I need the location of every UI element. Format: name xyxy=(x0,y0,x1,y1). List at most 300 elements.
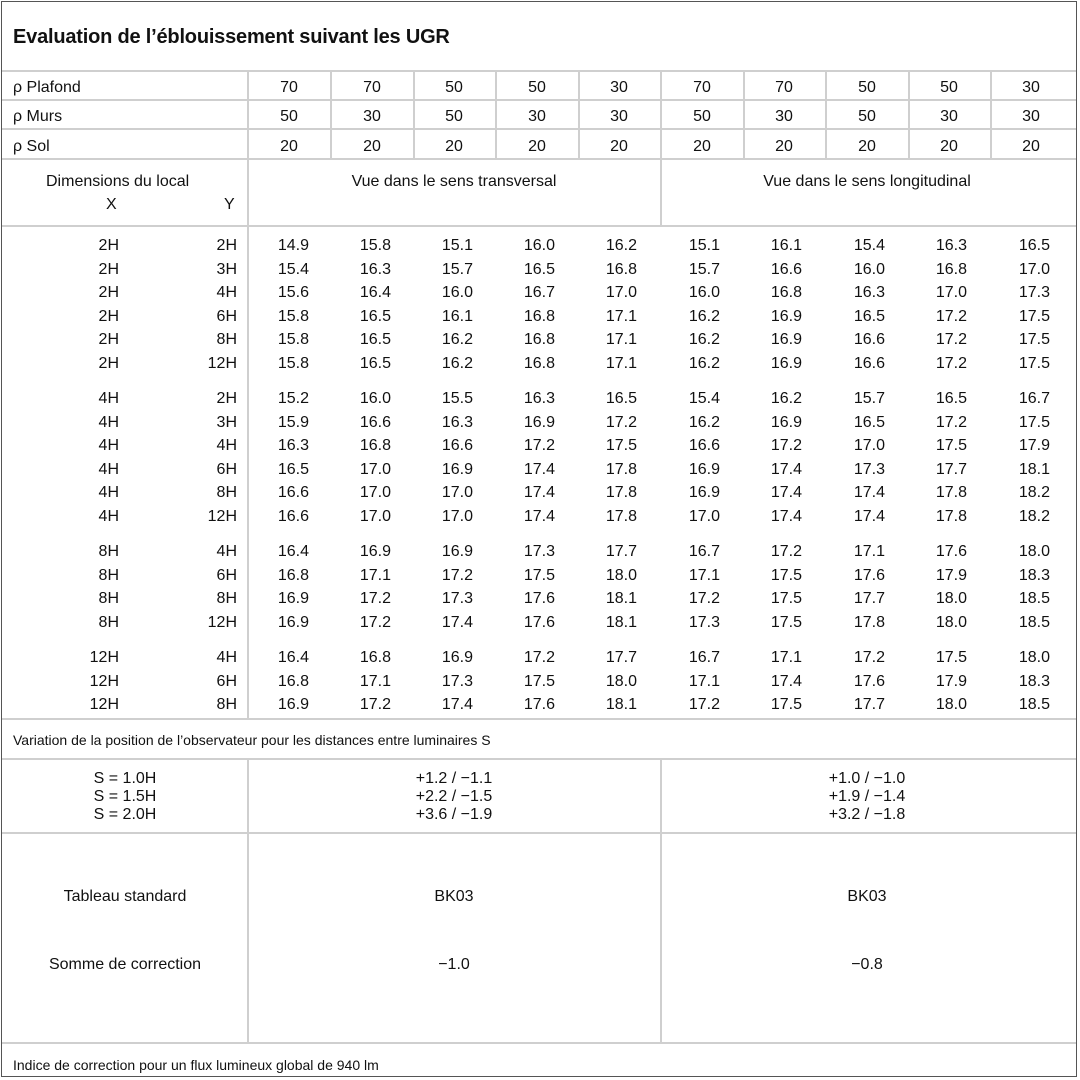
ugr-transverse-value: 16.9 xyxy=(277,696,309,713)
ugr-transverse-value: 16.9 xyxy=(441,649,473,666)
room-dim-y: 2H xyxy=(216,390,237,407)
ugr-longitudinal-value: 16.3 xyxy=(853,284,885,301)
room-dim-x: 2H xyxy=(98,284,119,301)
ugr-transverse-value: 16.5 xyxy=(359,355,391,372)
ugr-transverse-value: 16.6 xyxy=(441,437,473,454)
ugr-longitudinal-value: 18.0 xyxy=(935,590,967,607)
ugr-transverse-value: 17.0 xyxy=(441,508,473,525)
horizontal-rule xyxy=(2,70,1076,72)
ugr-longitudinal-value: 18.2 xyxy=(1018,484,1050,501)
standard-table-label: Tableau standard xyxy=(63,888,187,905)
ugr-transverse-value: 15.9 xyxy=(277,414,309,431)
ugr-longitudinal-value: 16.6 xyxy=(853,355,885,372)
ugr-longitudinal-value: 16.9 xyxy=(770,308,802,325)
reflectance-value: 50 xyxy=(858,79,876,96)
ugr-transverse-value: 16.1 xyxy=(441,308,473,325)
ugr-longitudinal-value: 16.9 xyxy=(688,484,720,501)
ugr-longitudinal-value: 17.0 xyxy=(853,437,885,454)
ugr-longitudinal-value: 17.0 xyxy=(688,508,720,525)
room-dim-x: 8H xyxy=(98,543,119,560)
room-dim-x: 2H xyxy=(98,237,119,254)
variation-title: Variation de la position de l’observateur pour les distances entre luminaires S xyxy=(13,732,491,748)
ugr-longitudinal-value: 18.5 xyxy=(1018,614,1050,631)
ugr-transverse-value: 17.4 xyxy=(441,614,473,631)
ugr-longitudinal-value: 15.1 xyxy=(688,237,720,254)
horizontal-rule xyxy=(2,1042,1076,1044)
ugr-transverse-value: 16.8 xyxy=(277,567,309,584)
vertical-rule xyxy=(660,158,662,225)
room-dim-y: 6H xyxy=(216,567,237,584)
ugr-longitudinal-value: 17.8 xyxy=(853,614,885,631)
ugr-transverse-value: 15.1 xyxy=(441,237,473,254)
ugr-longitudinal-value: 16.9 xyxy=(770,355,802,372)
ugr-transverse-value: 16.6 xyxy=(277,484,309,501)
ugr-longitudinal-value: 18.1 xyxy=(1018,461,1050,478)
ugr-transverse-value: 16.4 xyxy=(359,284,391,301)
ugr-longitudinal-value: 15.7 xyxy=(853,390,885,407)
ugr-longitudinal-value: 16.5 xyxy=(935,390,967,407)
ugr-longitudinal-value: 18.3 xyxy=(1018,567,1050,584)
reflectance-value: 20 xyxy=(445,138,463,155)
ugr-longitudinal-value: 17.2 xyxy=(935,331,967,348)
ugr-longitudinal-value: 17.9 xyxy=(935,567,967,584)
ugr-transverse-value: 16.9 xyxy=(277,590,309,607)
ugr-transverse-value: 17.6 xyxy=(523,614,555,631)
vertical-rule xyxy=(825,70,827,158)
ugr-transverse-value: 17.1 xyxy=(605,355,637,372)
ugr-transverse-value: 17.8 xyxy=(605,461,637,478)
ugr-transverse-value: 16.8 xyxy=(359,437,391,454)
ugr-longitudinal-value: 16.0 xyxy=(688,284,720,301)
ugr-longitudinal-value: 16.2 xyxy=(688,414,720,431)
ugr-longitudinal-value: 17.6 xyxy=(853,567,885,584)
room-dim-y: 4H xyxy=(216,543,237,560)
variation-transverse-value: +1.2 / −1.1 xyxy=(415,770,493,787)
room-dim-y: 4H xyxy=(216,437,237,454)
room-dim-y: 12H xyxy=(207,508,237,525)
ugr-transverse-value: 16.5 xyxy=(359,308,391,325)
room-dim-y: 8H xyxy=(216,331,237,348)
reflectance-value: 20 xyxy=(775,138,793,155)
variation-longitudinal-value: +1.0 / −1.0 xyxy=(828,770,906,787)
reflectance-value: 20 xyxy=(528,138,546,155)
ugr-longitudinal-value: 18.5 xyxy=(1018,696,1050,713)
ugr-transverse-value: 17.3 xyxy=(441,673,473,690)
ugr-transverse-value: 15.8 xyxy=(277,355,309,372)
ugr-transverse-value: 16.2 xyxy=(441,331,473,348)
y-header: Y xyxy=(224,196,235,213)
room-dim-x: 8H xyxy=(98,567,119,584)
ugr-longitudinal-value: 18.0 xyxy=(1018,543,1050,560)
ugr-transverse-value: 17.1 xyxy=(605,308,637,325)
dimensions-header: Dimensions du local xyxy=(46,173,190,190)
variation-transverse-value: +3.6 / −1.9 xyxy=(415,806,493,823)
ugr-longitudinal-value: 16.2 xyxy=(688,355,720,372)
reflectance-value: 70 xyxy=(280,79,298,96)
ugr-transverse-value: 17.0 xyxy=(441,484,473,501)
variation-spacing-label: S = 1.0H xyxy=(93,770,157,787)
ugr-longitudinal-value: 16.8 xyxy=(935,261,967,278)
reflectance-value: 70 xyxy=(775,79,793,96)
ugr-longitudinal-value: 16.2 xyxy=(688,331,720,348)
ugr-transverse-value: 16.5 xyxy=(605,390,637,407)
room-dim-x: 8H xyxy=(98,590,119,607)
ugr-longitudinal-value: 15.4 xyxy=(688,390,720,407)
ugr-transverse-value: 18.1 xyxy=(605,614,637,631)
ugr-longitudinal-value: 16.9 xyxy=(770,331,802,348)
room-dim-x: 8H xyxy=(98,614,119,631)
ugr-transverse-value: 17.2 xyxy=(359,696,391,713)
vertical-rule xyxy=(330,70,332,158)
ugr-transverse-value: 17.8 xyxy=(605,484,637,501)
room-dim-y: 3H xyxy=(216,414,237,431)
ugr-longitudinal-value: 17.4 xyxy=(770,484,802,501)
ugr-transverse-value: 16.9 xyxy=(523,414,555,431)
ugr-longitudinal-value: 17.4 xyxy=(770,673,802,690)
room-dim-x: 4H xyxy=(98,508,119,525)
reflectance-value: 20 xyxy=(940,138,958,155)
ugr-transverse-value: 15.8 xyxy=(277,331,309,348)
reflectance-value: 20 xyxy=(693,138,711,155)
ugr-transverse-value: 16.9 xyxy=(359,543,391,560)
ugr-transverse-value: 17.5 xyxy=(523,567,555,584)
ugr-longitudinal-value: 16.6 xyxy=(853,331,885,348)
ugr-transverse-value: 16.4 xyxy=(277,543,309,560)
vertical-rule xyxy=(743,70,745,158)
ugr-longitudinal-value: 17.7 xyxy=(935,461,967,478)
reflectance-value: 50 xyxy=(858,108,876,125)
ugr-transverse-value: 16.0 xyxy=(359,390,391,407)
ugr-transverse-value: 16.8 xyxy=(523,355,555,372)
ugr-transverse-value: 15.4 xyxy=(277,261,309,278)
ugr-longitudinal-value: 15.7 xyxy=(688,261,720,278)
room-dim-y: 6H xyxy=(216,461,237,478)
ugr-longitudinal-value: 16.6 xyxy=(688,437,720,454)
ugr-transverse-value: 16.9 xyxy=(441,543,473,560)
ugr-longitudinal-value: 16.7 xyxy=(1018,390,1050,407)
ugr-longitudinal-value: 17.2 xyxy=(688,696,720,713)
ugr-longitudinal-value: 17.3 xyxy=(1018,284,1050,301)
ugr-transverse-value: 16.2 xyxy=(441,355,473,372)
ugr-longitudinal-value: 17.9 xyxy=(1018,437,1050,454)
ugr-transverse-value: 17.2 xyxy=(359,614,391,631)
ugr-transverse-value: 17.4 xyxy=(523,461,555,478)
ugr-longitudinal-value: 17.4 xyxy=(770,461,802,478)
vertical-rule xyxy=(660,70,662,158)
ugr-longitudinal-value: 17.5 xyxy=(770,696,802,713)
ugr-transverse-value: 16.2 xyxy=(605,237,637,254)
ugr-longitudinal-value: 18.0 xyxy=(1018,649,1050,666)
horizontal-rule xyxy=(2,718,1076,720)
reflectance-value: 30 xyxy=(363,108,381,125)
ugr-transverse-value: 16.5 xyxy=(523,261,555,278)
ugr-transverse-value: 17.0 xyxy=(605,284,637,301)
ugr-longitudinal-value: 17.4 xyxy=(770,508,802,525)
ugr-longitudinal-value: 16.9 xyxy=(688,461,720,478)
ugr-transverse-value: 18.0 xyxy=(605,567,637,584)
ugr-transverse-value: 17.2 xyxy=(523,437,555,454)
room-dim-y: 8H xyxy=(216,484,237,501)
reflectance-value: 20 xyxy=(610,138,628,155)
variation-spacing-label: S = 1.5H xyxy=(93,788,157,805)
ugr-longitudinal-value: 18.2 xyxy=(1018,508,1050,525)
ugr-longitudinal-value: 16.5 xyxy=(853,414,885,431)
ugr-longitudinal-value: 16.5 xyxy=(853,308,885,325)
ugr-transverse-value: 16.9 xyxy=(277,614,309,631)
ugr-longitudinal-value: 17.2 xyxy=(935,308,967,325)
correction-sum-transverse: −1.0 xyxy=(438,956,470,973)
ugr-longitudinal-value: 17.6 xyxy=(853,673,885,690)
horizontal-rule xyxy=(2,158,1076,160)
ugr-longitudinal-value: 17.6 xyxy=(935,543,967,560)
ugr-transverse-value: 17.1 xyxy=(359,673,391,690)
ugr-longitudinal-value: 17.4 xyxy=(853,484,885,501)
ugr-transverse-value: 17.2 xyxy=(441,567,473,584)
reflectance-value: 50 xyxy=(940,79,958,96)
ugr-longitudinal-value: 16.0 xyxy=(853,261,885,278)
room-dim-y: 12H xyxy=(207,355,237,372)
ugr-transverse-value: 16.8 xyxy=(277,673,309,690)
correction-sum-longitudinal: −0.8 xyxy=(851,956,883,973)
ugr-transverse-value: 18.0 xyxy=(605,673,637,690)
reflectance-value: 30 xyxy=(1022,108,1040,125)
ugr-longitudinal-value: 16.2 xyxy=(770,390,802,407)
room-dim-x: 2H xyxy=(98,355,119,372)
ugr-longitudinal-value: 17.2 xyxy=(853,649,885,666)
ugr-longitudinal-value: 17.1 xyxy=(688,567,720,584)
ugr-longitudinal-value: 16.7 xyxy=(688,543,720,560)
ugr-transverse-value: 16.8 xyxy=(523,308,555,325)
ugr-transverse-value: 17.5 xyxy=(523,673,555,690)
ugr-longitudinal-value: 17.2 xyxy=(770,543,802,560)
ugr-transverse-value: 15.2 xyxy=(277,390,309,407)
ugr-transverse-value: 17.5 xyxy=(605,437,637,454)
ugr-longitudinal-value: 17.5 xyxy=(1018,331,1050,348)
room-dim-x: 4H xyxy=(98,484,119,501)
horizontal-rule xyxy=(2,128,1076,130)
reflectance-value: 20 xyxy=(280,138,298,155)
ugr-longitudinal-value: 17.2 xyxy=(770,437,802,454)
ugr-transverse-value: 17.8 xyxy=(605,508,637,525)
room-dim-x: 4H xyxy=(98,437,119,454)
room-dim-y: 8H xyxy=(216,590,237,607)
reflectance-value: 50 xyxy=(445,79,463,96)
room-dim-x: 12H xyxy=(89,696,119,713)
ugr-transverse-value: 15.8 xyxy=(277,308,309,325)
ugr-table-document xyxy=(1,1,1077,1077)
vertical-rule xyxy=(578,70,580,158)
ugr-transverse-value: 17.7 xyxy=(605,543,637,560)
room-dim-y: 2H xyxy=(216,237,237,254)
ugr-transverse-value: 18.1 xyxy=(605,696,637,713)
ugr-longitudinal-value: 17.2 xyxy=(935,355,967,372)
reflectance-label: ρ Murs xyxy=(13,108,63,125)
ugr-transverse-value: 16.8 xyxy=(605,261,637,278)
ugr-transverse-value: 16.0 xyxy=(441,284,473,301)
reflectance-value: 50 xyxy=(445,108,463,125)
reflectance-value: 30 xyxy=(775,108,793,125)
ugr-longitudinal-value: 16.8 xyxy=(770,284,802,301)
ugr-longitudinal-value: 17.0 xyxy=(1018,261,1050,278)
reflectance-value: 50 xyxy=(693,108,711,125)
ugr-longitudinal-value: 17.5 xyxy=(935,649,967,666)
reflectance-value: 70 xyxy=(693,79,711,96)
ugr-longitudinal-value: 18.3 xyxy=(1018,673,1050,690)
ugr-longitudinal-value: 18.5 xyxy=(1018,590,1050,607)
ugr-transverse-value: 17.3 xyxy=(441,590,473,607)
x-header: X xyxy=(106,196,117,213)
ugr-transverse-value: 16.5 xyxy=(277,461,309,478)
ugr-transverse-value: 16.3 xyxy=(359,261,391,278)
ugr-transverse-value: 15.8 xyxy=(359,237,391,254)
ugr-transverse-value: 17.6 xyxy=(523,696,555,713)
footer-note: Indice de correction pour un flux lumineux global de 940 lm xyxy=(13,1057,379,1073)
ugr-transverse-value: 16.7 xyxy=(523,284,555,301)
ugr-longitudinal-value: 17.5 xyxy=(1018,308,1050,325)
room-dim-x: 2H xyxy=(98,308,119,325)
ugr-transverse-value: 16.5 xyxy=(359,331,391,348)
ugr-transverse-value: 17.6 xyxy=(523,590,555,607)
ugr-longitudinal-value: 17.5 xyxy=(770,614,802,631)
ugr-transverse-value: 15.7 xyxy=(441,261,473,278)
ugr-transverse-value: 17.3 xyxy=(523,543,555,560)
room-dim-y: 4H xyxy=(216,284,237,301)
ugr-transverse-value: 17.4 xyxy=(441,696,473,713)
standard-table-transverse: BK03 xyxy=(434,888,474,905)
variation-longitudinal-value: +1.9 / −1.4 xyxy=(828,788,906,805)
longitudinal-header: Vue dans le sens longitudinal xyxy=(763,173,971,190)
correction-sum-label: Somme de correction xyxy=(48,956,202,973)
ugr-longitudinal-value: 17.5 xyxy=(935,437,967,454)
ugr-longitudinal-value: 18.0 xyxy=(935,614,967,631)
vertical-rule xyxy=(413,70,415,158)
vertical-rule xyxy=(908,70,910,158)
room-dim-x: 4H xyxy=(98,414,119,431)
horizontal-rule xyxy=(2,758,1076,760)
horizontal-rule xyxy=(2,832,1076,834)
ugr-transverse-value: 16.9 xyxy=(441,461,473,478)
ugr-transverse-value: 15.6 xyxy=(277,284,309,301)
ugr-longitudinal-value: 16.1 xyxy=(770,237,802,254)
room-dim-x: 12H xyxy=(89,649,119,666)
document-title: Evaluation de l’éblouissement suivant les UGR xyxy=(13,26,450,48)
ugr-transverse-value: 17.2 xyxy=(605,414,637,431)
ugr-transverse-value: 18.1 xyxy=(605,590,637,607)
vertical-rule xyxy=(495,70,497,158)
ugr-longitudinal-value: 17.1 xyxy=(770,649,802,666)
room-dim-x: 2H xyxy=(98,331,119,348)
ugr-longitudinal-value: 17.1 xyxy=(853,543,885,560)
variation-longitudinal-value: +3.2 / −1.8 xyxy=(828,806,906,823)
ugr-transverse-value: 16.8 xyxy=(359,649,391,666)
ugr-longitudinal-value: 17.5 xyxy=(770,590,802,607)
room-dim-x: 4H xyxy=(98,461,119,478)
ugr-longitudinal-value: 16.3 xyxy=(935,237,967,254)
ugr-transverse-value: 17.0 xyxy=(359,484,391,501)
reflectance-value: 30 xyxy=(610,79,628,96)
reflectance-value: 20 xyxy=(363,138,381,155)
ugr-longitudinal-value: 17.7 xyxy=(853,590,885,607)
ugr-longitudinal-value: 17.5 xyxy=(1018,355,1050,372)
ugr-longitudinal-value: 17.7 xyxy=(853,696,885,713)
room-dim-x: 4H xyxy=(98,390,119,407)
ugr-longitudinal-value: 17.3 xyxy=(688,614,720,631)
ugr-transverse-value: 16.3 xyxy=(277,437,309,454)
reflectance-label: ρ Plafond xyxy=(13,79,81,96)
ugr-longitudinal-value: 17.0 xyxy=(935,284,967,301)
variation-spacing-label: S = 2.0H xyxy=(93,806,157,823)
ugr-transverse-value: 16.0 xyxy=(523,237,555,254)
reflectance-value: 30 xyxy=(1022,79,1040,96)
reflectance-value: 50 xyxy=(528,79,546,96)
ugr-longitudinal-value: 17.2 xyxy=(935,414,967,431)
ugr-longitudinal-value: 17.2 xyxy=(688,590,720,607)
ugr-transverse-value: 17.7 xyxy=(605,649,637,666)
ugr-transverse-value: 17.2 xyxy=(523,649,555,666)
ugr-longitudinal-value: 17.1 xyxy=(688,673,720,690)
ugr-longitudinal-value: 17.5 xyxy=(1018,414,1050,431)
ugr-transverse-value: 17.1 xyxy=(359,567,391,584)
ugr-longitudinal-value: 16.9 xyxy=(770,414,802,431)
ugr-transverse-value: 17.2 xyxy=(359,590,391,607)
transverse-header: Vue dans le sens transversal xyxy=(351,173,557,190)
ugr-transverse-value: 17.4 xyxy=(523,484,555,501)
ugr-transverse-value: 17.0 xyxy=(359,461,391,478)
room-dim-y: 3H xyxy=(216,261,237,278)
ugr-transverse-value: 16.6 xyxy=(359,414,391,431)
room-dim-y: 4H xyxy=(216,649,237,666)
room-dim-y: 6H xyxy=(216,308,237,325)
ugr-transverse-value: 15.5 xyxy=(441,390,473,407)
reflectance-label: ρ Sol xyxy=(13,138,50,155)
reflectance-value: 20 xyxy=(1022,138,1040,155)
ugr-longitudinal-value: 17.8 xyxy=(935,484,967,501)
ugr-longitudinal-value: 17.8 xyxy=(935,508,967,525)
reflectance-value: 50 xyxy=(280,108,298,125)
ugr-transverse-value: 16.4 xyxy=(277,649,309,666)
ugr-longitudinal-value: 16.5 xyxy=(1018,237,1050,254)
reflectance-value: 30 xyxy=(610,108,628,125)
ugr-longitudinal-value: 17.9 xyxy=(935,673,967,690)
room-dim-y: 6H xyxy=(216,673,237,690)
ugr-transverse-value: 16.6 xyxy=(277,508,309,525)
horizontal-rule xyxy=(2,225,1076,227)
reflectance-value: 70 xyxy=(363,79,381,96)
ugr-transverse-value: 17.4 xyxy=(523,508,555,525)
standard-table-longitudinal: BK03 xyxy=(847,888,887,905)
reflectance-value: 20 xyxy=(858,138,876,155)
ugr-transverse-value: 16.3 xyxy=(523,390,555,407)
ugr-longitudinal-value: 16.2 xyxy=(688,308,720,325)
reflectance-value: 30 xyxy=(528,108,546,125)
vertical-rule xyxy=(990,70,992,158)
ugr-transverse-value: 16.8 xyxy=(523,331,555,348)
ugr-longitudinal-value: 16.7 xyxy=(688,649,720,666)
variation-transverse-value: +2.2 / −1.5 xyxy=(415,788,493,805)
ugr-longitudinal-value: 18.0 xyxy=(935,696,967,713)
ugr-transverse-value: 17.1 xyxy=(605,331,637,348)
room-dim-x: 12H xyxy=(89,673,119,690)
ugr-transverse-value: 14.9 xyxy=(277,237,309,254)
room-dim-x: 2H xyxy=(98,261,119,278)
horizontal-rule xyxy=(2,99,1076,101)
room-dim-y: 8H xyxy=(216,696,237,713)
ugr-longitudinal-value: 17.5 xyxy=(770,567,802,584)
ugr-longitudinal-value: 16.6 xyxy=(770,261,802,278)
ugr-longitudinal-value: 17.4 xyxy=(853,508,885,525)
room-dim-y: 12H xyxy=(207,614,237,631)
ugr-longitudinal-value: 15.4 xyxy=(853,237,885,254)
